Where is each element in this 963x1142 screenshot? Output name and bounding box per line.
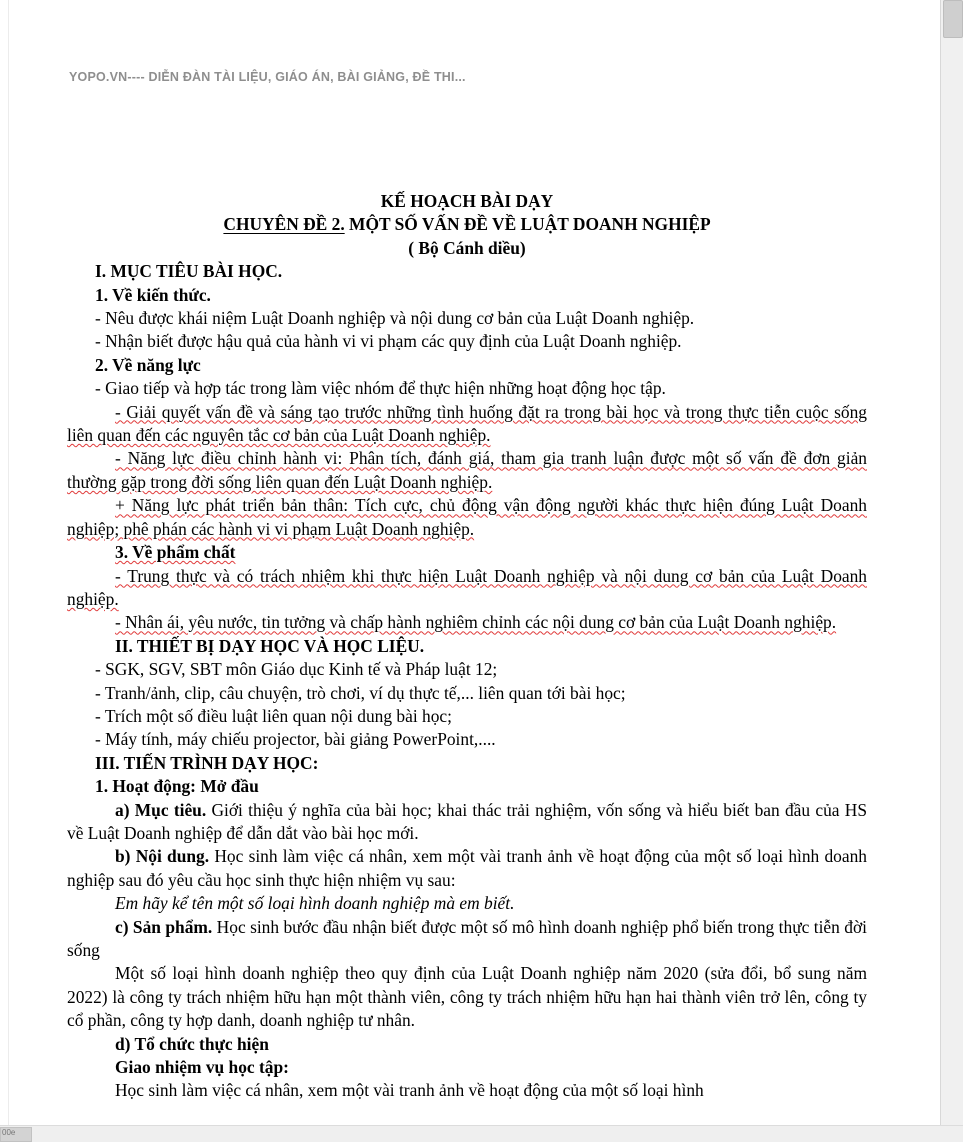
- block-3-7: d) Tổ chức thực hiện: [115, 1033, 269, 1054]
- block-3-5-lead: c) Sản phẩm.: [115, 916, 213, 937]
- block-3-3: [67, 845, 867, 892]
- block-3-4: Em hãy kể tên một số loại hình doanh nghiệp mà em biết.: [115, 893, 515, 914]
- vertical-scrollbar[interactable]: [940, 0, 963, 1142]
- heading-3-text: ( Bộ Cánh diều): [408, 237, 526, 258]
- block-1-3: - Nhận biết được hậu quả của hành vi vi phạm các quy định của Luật Doanh nghiệp.: [95, 331, 682, 352]
- document-heading-2: [67, 213, 867, 236]
- block-2-3: - Trích một số điều luật liên quan nội dung bài học;: [95, 705, 452, 726]
- block-3-3-lead: b) Nội dung.: [115, 846, 210, 867]
- block-1-10: - Trung thực và có trách nhiệm khi thực hiện Luật Doanh nghiệp và nội dung cơ bản của Luật Doanh nghiệp.: [67, 565, 867, 609]
- left-margin-strip: [0, 0, 9, 1126]
- block-1-6: - Giải quyết vấn đề và sáng tạo trước những tình huống đặt ra trong bài học và trong thực tiễn cuộc sống liên quan đến các nguyên tắc cơ bản của Luật Doanh nghiệp.: [67, 401, 867, 446]
- horizontal-scrollbar[interactable]: [0, 1125, 963, 1142]
- block-3-1: 1. Hoạt động: Mở đầu: [95, 776, 259, 797]
- block-2-4: - Máy tính, máy chiếu projector, bài giảng PowerPoint,....: [95, 729, 496, 750]
- block-3-9: Học sinh làm việc cá nhân, xem một vài tranh ảnh về hoạt động của một số loại hình: [115, 1080, 704, 1101]
- heading-2-prefix: CHUYÊN ĐỀ 2.: [223, 214, 345, 235]
- document-heading-1: KẾ HOẠCH BÀI DẠY: [380, 191, 554, 211]
- section-heading-3: III. TIẾN TRÌNH DẠY HỌC:: [95, 752, 319, 773]
- document-page: [9, 0, 939, 1126]
- block-1-7: - Năng lực điều chỉnh hành vi: Phân tích, đánh giá, tham gia tranh luận được một số vấn đề đơn giản thường gặp trong đời sống liên quan đến Luật Doanh nghiệp.: [67, 448, 867, 492]
- block-3-5-text: Học sinh bước đầu nhận biết được một số mô hình doanh nghiệp phổ biến trong thực tiễn đời sống: [67, 916, 867, 960]
- block-1-4: 2. Về năng lực: [95, 354, 201, 375]
- section-heading-1: I. MỤC TIÊU BÀI HỌC.: [95, 261, 283, 282]
- block-3-2: [67, 799, 867, 846]
- section-heading-2: II. THIẾT BỊ DẠY HỌC VÀ HỌC LIỆU.: [115, 635, 425, 656]
- vertical-scrollbar-thumb[interactable]: [943, 0, 963, 38]
- block-2-2: - Tranh/ảnh, clip, câu chuyện, trò chơi, ví dụ thực tế,... liên quan tới bài học;: [95, 682, 626, 703]
- block-2-1: - SGK, SGV, SBT môn Giáo dục Kinh tế và Pháp luật 12;: [95, 659, 498, 680]
- document-heading-3: [67, 237, 867, 260]
- block-3-6: Một số loại hình doanh nghiệp theo quy định của Luật Doanh nghiệp năm 2020 (sửa đổi, bổ sung năm 2022) là công ty trách nhiệm hữu hạn một thành viên, công ty trách nhiệm hữu hạn hai thành viên trở lên, công ty cổ phần, công ty hợp danh, doanh nghiệp tư nhân.: [67, 963, 867, 1031]
- block-3-5: [67, 916, 867, 963]
- block-3-2-lead: a) Mục tiêu.: [115, 799, 207, 820]
- block-1-5: - Giao tiếp và hợp tác trong làm việc nhóm để thực hiện những hoạt động học tập.: [95, 378, 666, 399]
- block-3-3-text: Học sinh làm việc cá nhân, xem một vài tranh ảnh về hoạt động của một số loại hình doanh nghiệp sau đó yêu cầu học sinh thực hiện nhiệm vụ sau:: [67, 846, 867, 890]
- block-1-9: 3. Về phẩm chất: [115, 542, 236, 563]
- document-body: [67, 190, 867, 1103]
- corner-label: 00e: [2, 1128, 16, 1137]
- block-3-8: Giao nhiệm vụ học tập:: [115, 1057, 289, 1078]
- heading-2-rest: MỘT SỐ VẤN ĐỀ VỀ LUẬT DOANH NGHIỆP: [349, 214, 711, 235]
- block-1-8: + Năng lực phát triển bản thân: Tích cực, chủ động vận động người khác thực hiện đúng Luật Doanh nghiệp; phê phán các hành vi vi phạm Luật Doanh nghiệp.: [67, 495, 867, 539]
- watermark-text: YOPO.VN---- DIỄN ĐÀN TÀI LIỆU, GIÁO ÁN, BÀI GIẢNG, ĐỀ THI...: [69, 70, 466, 84]
- block-1-2: - Nêu được khái niệm Luật Doanh nghiệp và nội dung cơ bản của Luật Doanh nghiệp.: [95, 308, 695, 329]
- block-1-11: - Nhân ái, yêu nước, tin tưởng và chấp hành nghiêm chỉnh các nội dung cơ bản của Luật Doanh nghiệp.: [115, 612, 837, 633]
- block-3-2-text: Giới thiệu ý nghĩa của bài học; khai thác trải nghiệm, vốn sống và hiểu biết ban đầu của HS về Luật Doanh nghiệp để dẫn dắt vào bài học mới.: [67, 799, 867, 843]
- block-1-1: 1. Về kiến thức.: [95, 284, 211, 305]
